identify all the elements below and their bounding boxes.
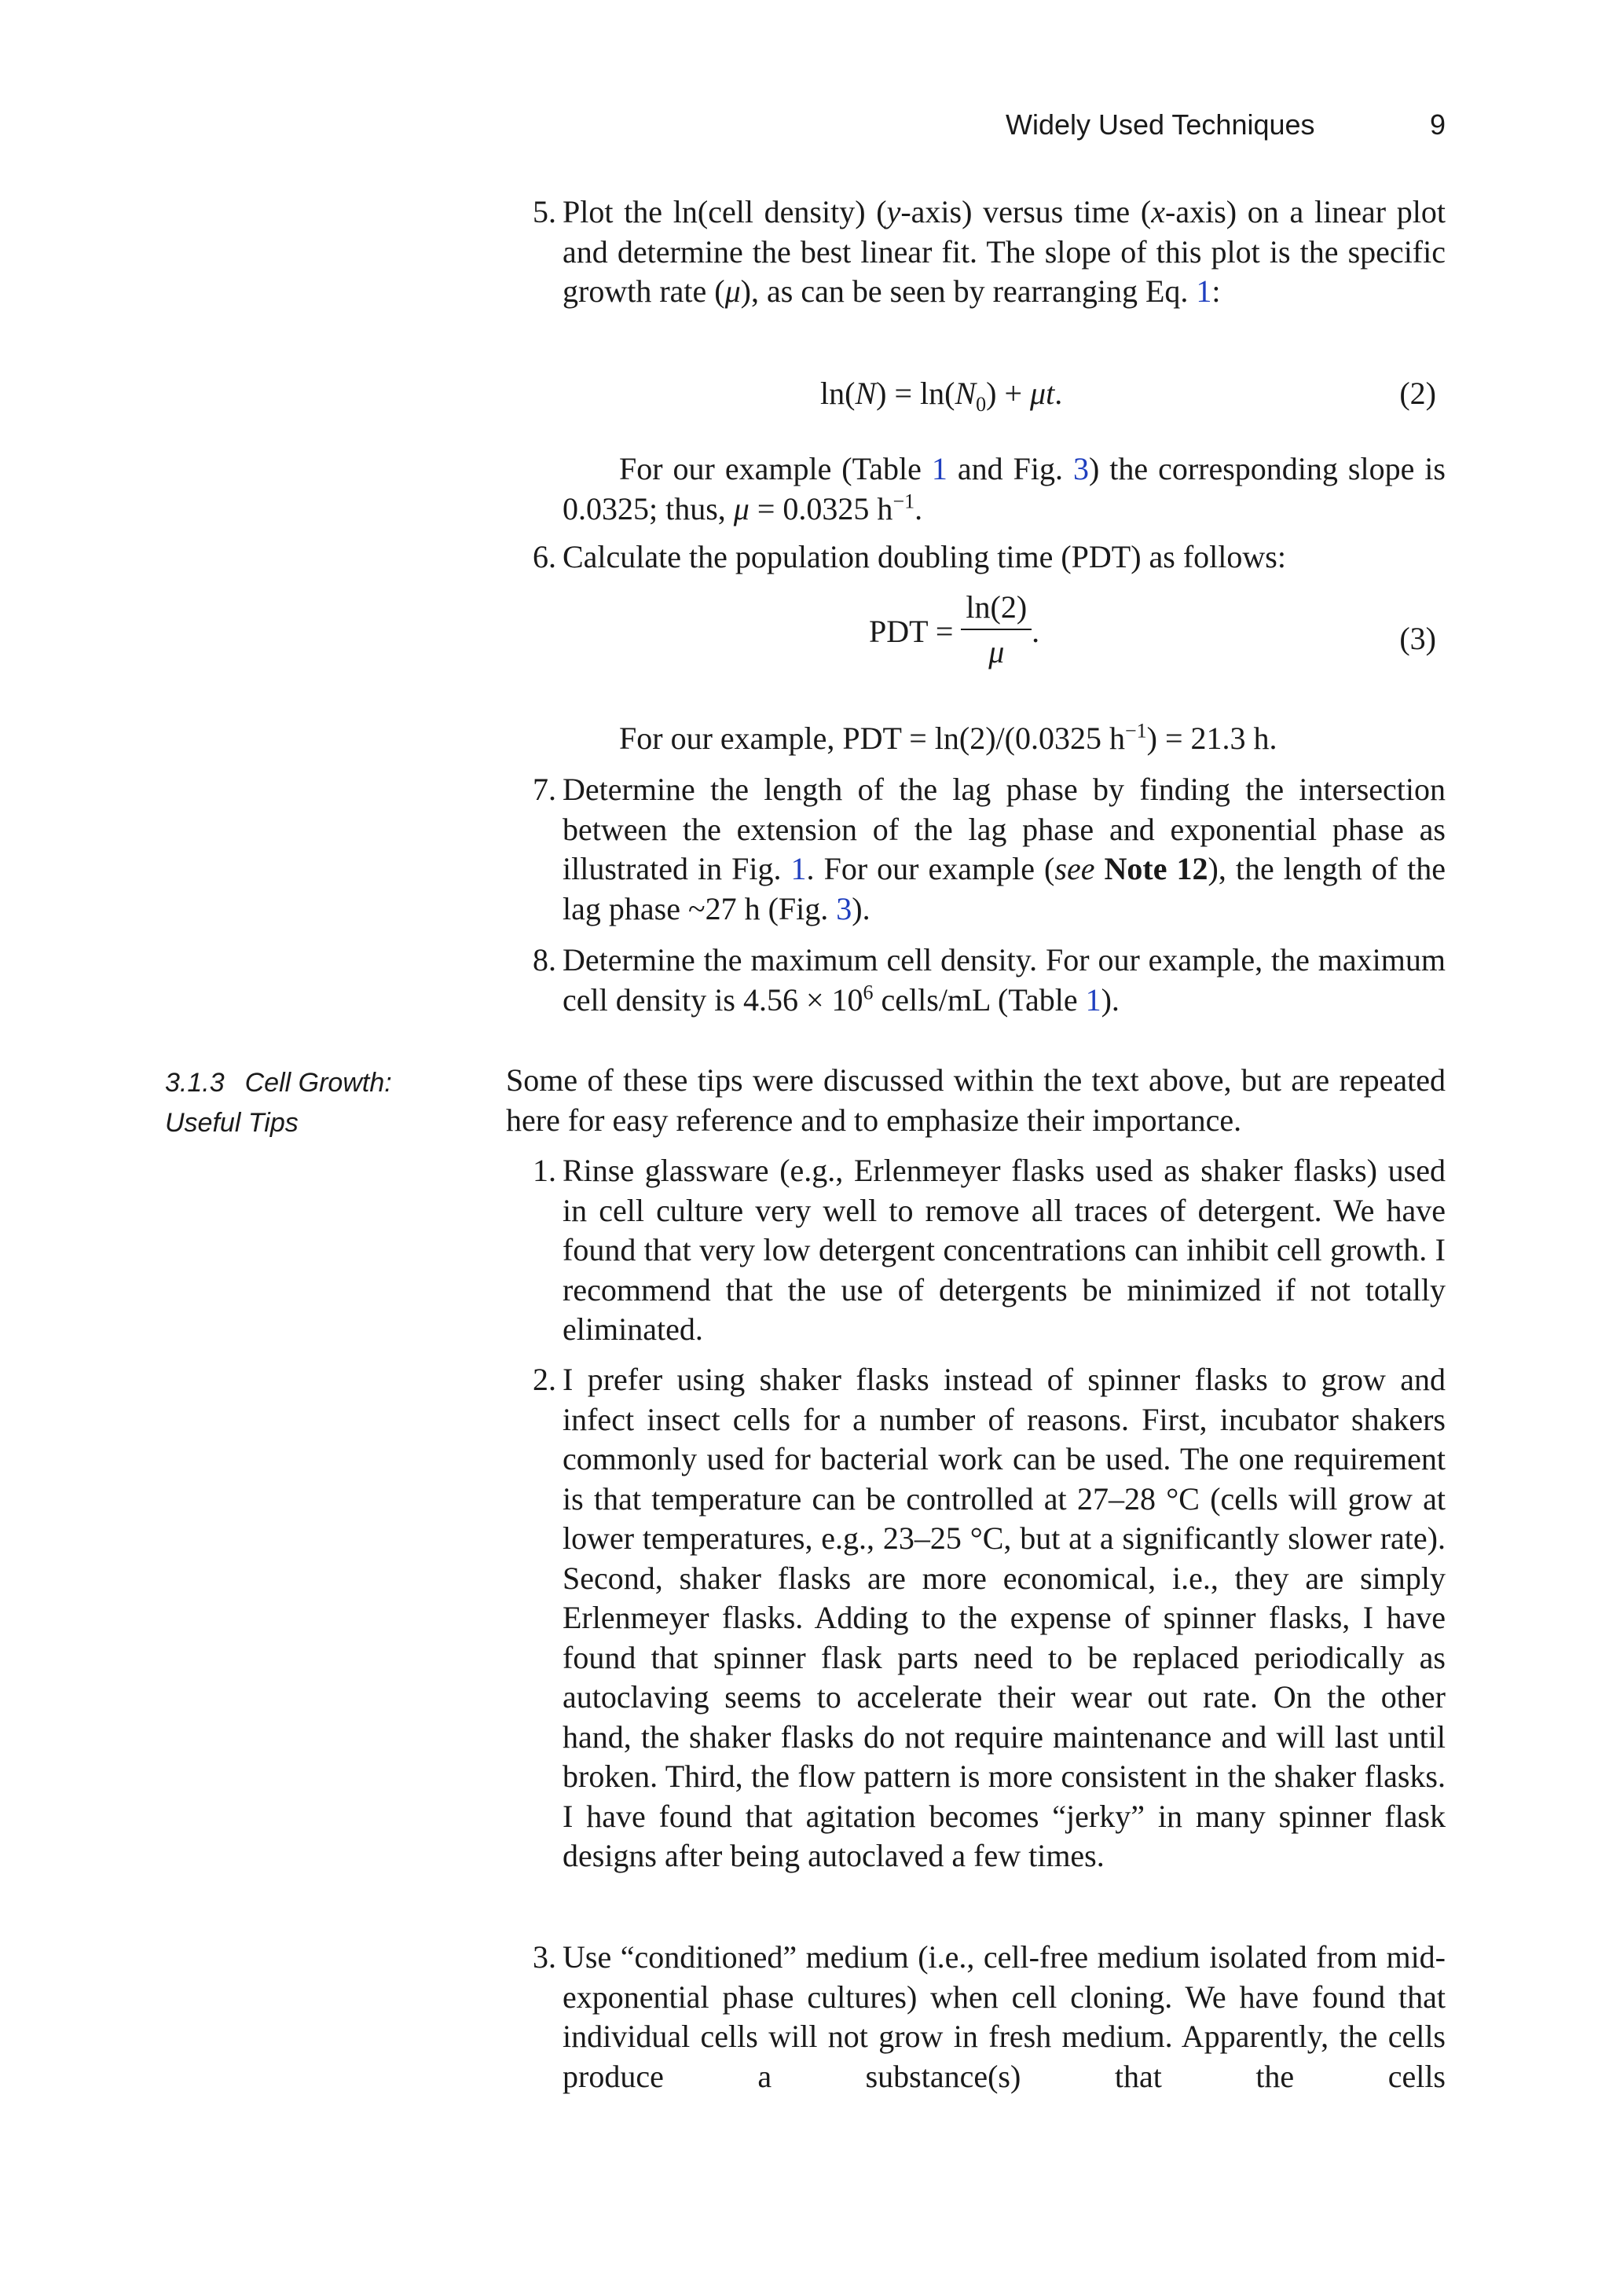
equation-number: (3) (1399, 621, 1436, 656)
item-5 (506, 193, 1446, 312)
tip-3 (506, 1938, 1446, 2096)
section-title-line1: Cell Growth: (244, 1068, 392, 1098)
table-link[interactable]: 1 (931, 451, 947, 486)
section-number: 3.1.3 (165, 1068, 225, 1098)
item-number: 2. (533, 1362, 556, 1397)
item-text: I prefer using shaker flasks instead of spinner flasks to grow and infect insect cells for a number of reasons. First, incubator shakers commonly used for bacterial work can be used. The one requirement is that temperature can be controlled at 27–28 °C (cells will grow at lower temperatures, e.g., 23–25 °C, but at a significantly slower rate). Second, shaker flasks are more economical, i.e., they are simply Erlenmeyer flasks. Adding to the expense of spinner flasks, I have found that spinner flask parts need to be replaced periodically as autoclaving seems to accelerate their wear out rate. On the other hand, the shaker flasks do not require maintenance and will last until broken. Third, the flow pattern is more consistent in the shaker flasks. I have found that agitation becomes “jerky” in many spinner flask designs after being autoclaved a few times. (563, 1362, 1446, 1873)
fraction: $\frac{\ln(2)}{\mu}$ (961, 589, 1032, 674)
item-number: 8. (533, 942, 556, 977)
item-number: 1. (533, 1153, 556, 1188)
paragraph-text: For our example (Table 1 and Fig. 3) the corresponding slope is 0.0325; thus, μ = 0.0325 $h^{-1}$. (563, 451, 1446, 526)
item-text: Determine the length of the lag phase by finding the intersection between the extension of the lag phase and exponential phase as illustrated in Fig. 1. For our example (see Note 12), the length of the lag phase ~27 h (Fig. 3). (563, 772, 1446, 926)
paragraph-pdt (506, 719, 1446, 759)
equation-2 (563, 374, 1446, 416)
equation-link[interactable]: 1 (1196, 273, 1212, 309)
figure-link[interactable]: 1 (790, 851, 807, 886)
tip-2 (506, 1360, 1446, 1876)
section-intro (506, 1061, 1446, 1140)
note-reference[interactable]: Note 12 (1104, 851, 1208, 886)
item-6 (506, 537, 1446, 578)
item-text: Plot the ln(cell density) (y-axis) versus time (x-axis) on a linear plot and determine the best linear fit. The slope of this plot is the specific growth rate (μ), as can be seen by rearranging Eq. 1: (563, 194, 1446, 309)
equation-body: PDT = $\frac{\ln(2)}{\mu}$ . (869, 589, 1039, 674)
item-number: 3. (533, 1939, 556, 1975)
running-head (1006, 108, 1446, 148)
figure-link[interactable]: 3 (1072, 451, 1089, 486)
item-number: 5. (533, 194, 556, 229)
running-head-title: Widely Used Techniques (1006, 108, 1315, 141)
equation-3 (563, 589, 1446, 684)
page-number: 9 (1429, 108, 1446, 141)
item-text: Rinse glassware (e.g., Erlenmeyer flasks used as shaker flasks) used in cell culture very well to remove all traces of detergent. We have found that very low detergent concentrations can inhibit cell growth. I recommend that the use of detergents be minimized if not totally eliminated. (563, 1153, 1446, 1347)
item-number: 7. (533, 772, 556, 807)
item-text: Use “conditioned” medium (i.e., cell-free medium isolated from mid-exponential phase cultures) when cell cloning. We have found that individual cells will not grow in fresh medium. Apparently, the cells produce a substance(s) that the cells (563, 1939, 1446, 2094)
equation-body: $\ln(N) = \ln(N_0) + \mu t$. (820, 376, 1063, 416)
section-title-line2: Useful Tips (165, 1108, 299, 1138)
item-7 (506, 770, 1446, 929)
paragraph-slope (506, 449, 1446, 529)
item-8 (506, 941, 1446, 1020)
paragraph-text: For our example, PDT = ln(2)/(0.0325 $h^{-1}) = 21.3$ h. (619, 719, 1277, 756)
intro-text: Some of these tips were discussed within the text above, but are repeated here for easy reference and to emphasize their importance. (506, 1062, 1446, 1138)
tip-1 (506, 1151, 1446, 1350)
table-link[interactable]: 1 (1085, 981, 1101, 1018)
item-text: Determine the maximum cell density. For our example, the maximum cell density is $4.56 \times 10^6$ cells/mL (Table 1). (563, 942, 1446, 1018)
item-number: 6. (533, 539, 556, 574)
figure-link[interactable]: 3 (836, 890, 852, 926)
equation-number: (2) (1399, 376, 1436, 411)
section-heading (165, 1063, 464, 1143)
item-text: Calculate the population doubling time (PDT) as follows: (563, 539, 1286, 574)
